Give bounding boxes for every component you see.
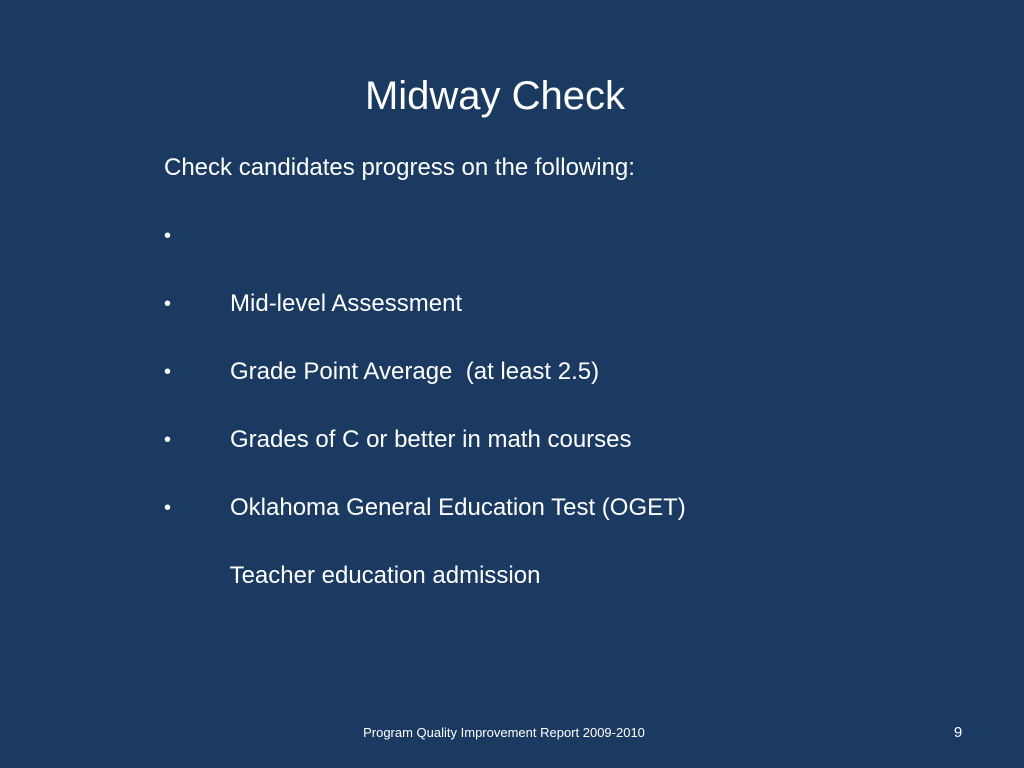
intro-text: Check candidates progress on the following:	[164, 154, 635, 181]
bullet-item	[164, 287, 686, 385]
bullet-icon: •	[164, 497, 172, 519]
slide-title: Midway Check	[364, 74, 626, 118]
bullet-text: Teacher education admission	[229, 562, 541, 589]
bullet-item	[164, 219, 686, 317]
bullet-text: Oklahoma General Education Test (OGET)	[230, 494, 686, 521]
page-number: 9	[953, 724, 963, 741]
bullet-text: Grades of C or better in math courses	[230, 426, 632, 453]
bullet-item	[164, 491, 686, 589]
bullet-icon: •	[164, 225, 172, 247]
bullet-item	[164, 355, 686, 453]
bullet-icon: •	[164, 293, 172, 315]
bullet-text: Grade Point Average (at least 2.5)	[230, 358, 600, 385]
bullet-text: Mid-level Assessment	[230, 290, 463, 317]
bullet-icon: •	[164, 361, 172, 383]
slide-footer: Program Quality Improvement Report 2009-2010	[363, 725, 645, 740]
bullet-item	[164, 423, 686, 521]
bullet-icon: •	[164, 429, 172, 451]
bullet-list	[164, 219, 686, 589]
